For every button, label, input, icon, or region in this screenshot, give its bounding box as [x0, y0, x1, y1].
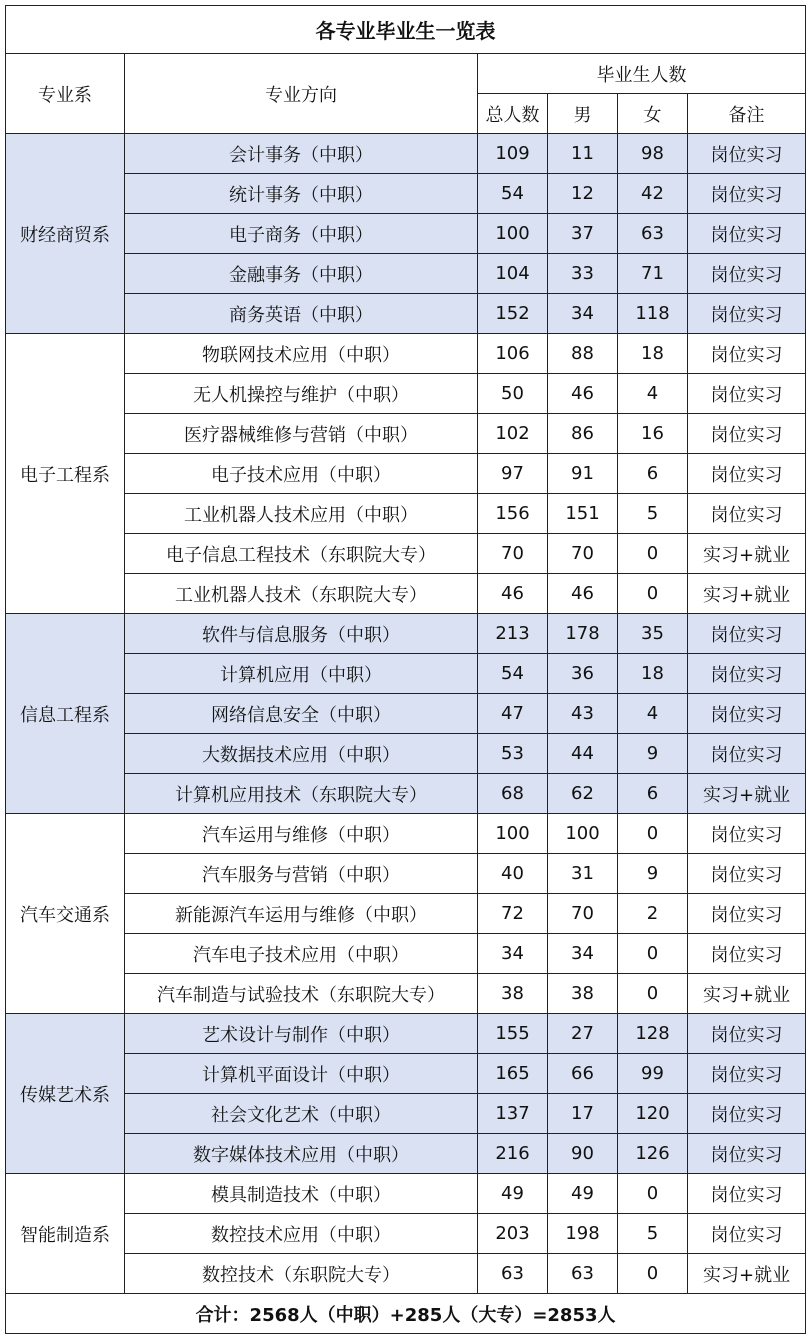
total-cell: 165: [478, 1054, 548, 1094]
table-row: [6, 1254, 806, 1294]
total-cell: 40: [478, 854, 548, 894]
note-cell: 岗位实习: [688, 734, 806, 774]
female-cell: 99: [618, 1054, 688, 1094]
female-cell: 120: [618, 1094, 688, 1134]
total-cell: 104: [478, 254, 548, 294]
total-cell: 34: [478, 934, 548, 974]
major-cell: 汽车服务与营销（中职）: [125, 854, 478, 894]
table-row: [6, 974, 806, 1014]
note-cell: 岗位实习: [688, 854, 806, 894]
major-cell: 艺术设计与制作（中职）: [125, 1014, 478, 1054]
total-cell: 203: [478, 1214, 548, 1254]
total-cell: 109: [478, 134, 548, 174]
table-row: [6, 1054, 806, 1094]
female-cell: 0: [618, 1254, 688, 1294]
summary-total: 合计：2568人（中职）+285人（大专）=2853人: [6, 1294, 806, 1334]
female-cell: 98: [618, 134, 688, 174]
female-cell: 126: [618, 1134, 688, 1174]
female-cell: 71: [618, 254, 688, 294]
male-cell: 88: [548, 334, 618, 374]
table-row: [6, 1014, 806, 1054]
total-cell: 53: [478, 734, 548, 774]
header-female: 女: [618, 94, 688, 134]
note-cell: 岗位实习: [688, 254, 806, 294]
major-cell: 模具制造技术（中职）: [125, 1174, 478, 1214]
table-row: [6, 1214, 806, 1254]
male-cell: 46: [548, 574, 618, 614]
note-cell: 岗位实习: [688, 454, 806, 494]
female-cell: 128: [618, 1014, 688, 1054]
male-cell: 34: [548, 294, 618, 334]
table-row: [6, 494, 806, 534]
male-cell: 198: [548, 1214, 618, 1254]
note-cell: 岗位实习: [688, 934, 806, 974]
note-cell: 实习+就业: [688, 1254, 806, 1294]
table-row: [6, 1174, 806, 1214]
note-cell: 岗位实习: [688, 134, 806, 174]
note-cell: 岗位实习: [688, 334, 806, 374]
major-cell: 会计事务（中职）: [125, 134, 478, 174]
major-cell: 计算机应用技术（东职院大专）: [125, 774, 478, 814]
total-cell: 38: [478, 974, 548, 1014]
table-row: [6, 454, 806, 494]
total-cell: 68: [478, 774, 548, 814]
female-cell: 0: [618, 534, 688, 574]
female-cell: 63: [618, 214, 688, 254]
total-cell: 155: [478, 1014, 548, 1054]
table-row: [6, 654, 806, 694]
major-cell: 汽车运用与维修（中职）: [125, 814, 478, 854]
total-cell: 100: [478, 214, 548, 254]
male-cell: 90: [548, 1134, 618, 1174]
header-dept: 专业系: [6, 54, 125, 134]
dept-name: 汽车交通系: [6, 814, 125, 1014]
table-row: [6, 614, 806, 654]
note-cell: 岗位实习: [688, 1174, 806, 1214]
male-cell: 62: [548, 774, 618, 814]
total-cell: 54: [478, 174, 548, 214]
table-row: [6, 294, 806, 334]
table-row: [6, 774, 806, 814]
major-cell: 工业机器人技术（东职院大专）: [125, 574, 478, 614]
table-row: [6, 254, 806, 294]
total-cell: 47: [478, 694, 548, 734]
header-graduate-count: 毕业生人数: [478, 54, 806, 94]
table-row: [6, 414, 806, 454]
female-cell: 5: [618, 494, 688, 534]
male-cell: 86: [548, 414, 618, 454]
male-cell: 46: [548, 374, 618, 414]
male-cell: 31: [548, 854, 618, 894]
dept-name: 财经商贸系: [6, 134, 125, 334]
total-cell: 213: [478, 614, 548, 654]
table-row: [6, 934, 806, 974]
table-row: [6, 374, 806, 414]
major-cell: 数控技术应用（中职）: [125, 1214, 478, 1254]
male-cell: 151: [548, 494, 618, 534]
female-cell: 0: [618, 814, 688, 854]
note-cell: 岗位实习: [688, 414, 806, 454]
female-cell: 0: [618, 974, 688, 1014]
header-major: 专业方向: [125, 54, 478, 134]
total-cell: 97: [478, 454, 548, 494]
table-row: [6, 854, 806, 894]
table-row: [6, 534, 806, 574]
note-cell: 岗位实习: [688, 294, 806, 334]
major-cell: 新能源汽车运用与维修（中职）: [125, 894, 478, 934]
female-cell: 5: [618, 1214, 688, 1254]
male-cell: 17: [548, 1094, 618, 1134]
male-cell: 36: [548, 654, 618, 694]
female-cell: 0: [618, 1174, 688, 1214]
female-cell: 4: [618, 374, 688, 414]
total-cell: 102: [478, 414, 548, 454]
male-cell: 91: [548, 454, 618, 494]
female-cell: 6: [618, 774, 688, 814]
female-cell: 18: [618, 654, 688, 694]
total-cell: 49: [478, 1174, 548, 1214]
note-cell: 岗位实习: [688, 1014, 806, 1054]
male-cell: 44: [548, 734, 618, 774]
total-cell: 72: [478, 894, 548, 934]
table-row: [6, 894, 806, 934]
table-row: [6, 1134, 806, 1174]
male-cell: 63: [548, 1254, 618, 1294]
major-cell: 电子技术应用（中职）: [125, 454, 478, 494]
table-row: [6, 814, 806, 854]
male-cell: 100: [548, 814, 618, 854]
dept-name: 传媒艺术系: [6, 1014, 125, 1174]
note-cell: 实习+就业: [688, 534, 806, 574]
major-cell: 汽车电子技术应用（中职）: [125, 934, 478, 974]
note-cell: 岗位实习: [688, 814, 806, 854]
note-cell: 岗位实习: [688, 1214, 806, 1254]
note-cell: 岗位实习: [688, 214, 806, 254]
note-cell: 实习+就业: [688, 574, 806, 614]
male-cell: 43: [548, 694, 618, 734]
female-cell: 9: [618, 854, 688, 894]
male-cell: 49: [548, 1174, 618, 1214]
male-cell: 12: [548, 174, 618, 214]
table-row: [6, 1094, 806, 1134]
male-cell: 38: [548, 974, 618, 1014]
note-cell: 岗位实习: [688, 614, 806, 654]
total-cell: 54: [478, 654, 548, 694]
major-cell: 软件与信息服务（中职）: [125, 614, 478, 654]
female-cell: 9: [618, 734, 688, 774]
male-cell: 70: [548, 894, 618, 934]
table-row: [6, 134, 806, 174]
table-row: [6, 174, 806, 214]
female-cell: 42: [618, 174, 688, 214]
major-cell: 电子信息工程技术（东职院大专）: [125, 534, 478, 574]
female-cell: 0: [618, 574, 688, 614]
male-cell: 66: [548, 1054, 618, 1094]
major-cell: 数字媒体技术应用（中职）: [125, 1134, 478, 1174]
note-cell: 岗位实习: [688, 374, 806, 414]
female-cell: 118: [618, 294, 688, 334]
female-cell: 4: [618, 694, 688, 734]
total-cell: 63: [478, 1254, 548, 1294]
table-row: [6, 334, 806, 374]
total-cell: 156: [478, 494, 548, 534]
note-cell: 岗位实习: [688, 694, 806, 734]
male-cell: 178: [548, 614, 618, 654]
header-male: 男: [548, 94, 618, 134]
major-cell: 金融事务（中职）: [125, 254, 478, 294]
major-cell: 计算机平面设计（中职）: [125, 1054, 478, 1094]
major-cell: 汽车制造与试验技术（东职院大专）: [125, 974, 478, 1014]
major-cell: 统计事务（中职）: [125, 174, 478, 214]
note-cell: 岗位实习: [688, 894, 806, 934]
male-cell: 27: [548, 1014, 618, 1054]
note-cell: 岗位实习: [688, 494, 806, 534]
total-cell: 106: [478, 334, 548, 374]
female-cell: 6: [618, 454, 688, 494]
male-cell: 33: [548, 254, 618, 294]
male-cell: 37: [548, 214, 618, 254]
major-cell: 物联网技术应用（中职）: [125, 334, 478, 374]
dept-name: 智能制造系: [6, 1174, 125, 1294]
note-cell: 岗位实习: [688, 174, 806, 214]
total-cell: 137: [478, 1094, 548, 1134]
dept-name: 电子工程系: [6, 334, 125, 614]
note-cell: 实习+就业: [688, 774, 806, 814]
major-cell: 社会文化艺术（中职）: [125, 1094, 478, 1134]
dept-name: 信息工程系: [6, 614, 125, 814]
major-cell: 无人机操控与维护（中职）: [125, 374, 478, 414]
male-cell: 34: [548, 934, 618, 974]
female-cell: 0: [618, 934, 688, 974]
note-cell: 实习+就业: [688, 974, 806, 1014]
female-cell: 16: [618, 414, 688, 454]
header-note: 备注: [688, 94, 806, 134]
table-row: [6, 574, 806, 614]
total-cell: 70: [478, 534, 548, 574]
major-cell: 商务英语（中职）: [125, 294, 478, 334]
major-cell: 计算机应用（中职）: [125, 654, 478, 694]
major-cell: 网络信息安全（中职）: [125, 694, 478, 734]
total-cell: 152: [478, 294, 548, 334]
total-cell: 46: [478, 574, 548, 614]
female-cell: 35: [618, 614, 688, 654]
male-cell: 11: [548, 134, 618, 174]
major-cell: 工业机器人技术应用（中职）: [125, 494, 478, 534]
table-row: [6, 734, 806, 774]
header-total: 总人数: [478, 94, 548, 134]
total-cell: 50: [478, 374, 548, 414]
major-cell: 医疗器械维修与营销（中职）: [125, 414, 478, 454]
male-cell: 70: [548, 534, 618, 574]
table-row: [6, 694, 806, 734]
major-cell: 数控技术（东职院大专）: [125, 1254, 478, 1294]
total-cell: 216: [478, 1134, 548, 1174]
major-cell: 大数据技术应用（中职）: [125, 734, 478, 774]
female-cell: 2: [618, 894, 688, 934]
total-cell: 100: [478, 814, 548, 854]
graduates-table: [5, 5, 806, 1334]
note-cell: 岗位实习: [688, 654, 806, 694]
note-cell: 岗位实习: [688, 1094, 806, 1134]
note-cell: 岗位实习: [688, 1054, 806, 1094]
female-cell: 18: [618, 334, 688, 374]
table-title: 各专业毕业生一览表: [6, 6, 806, 54]
major-cell: 电子商务（中职）: [125, 214, 478, 254]
note-cell: 岗位实习: [688, 1134, 806, 1174]
table-row: [6, 214, 806, 254]
table-body: [6, 134, 806, 1294]
